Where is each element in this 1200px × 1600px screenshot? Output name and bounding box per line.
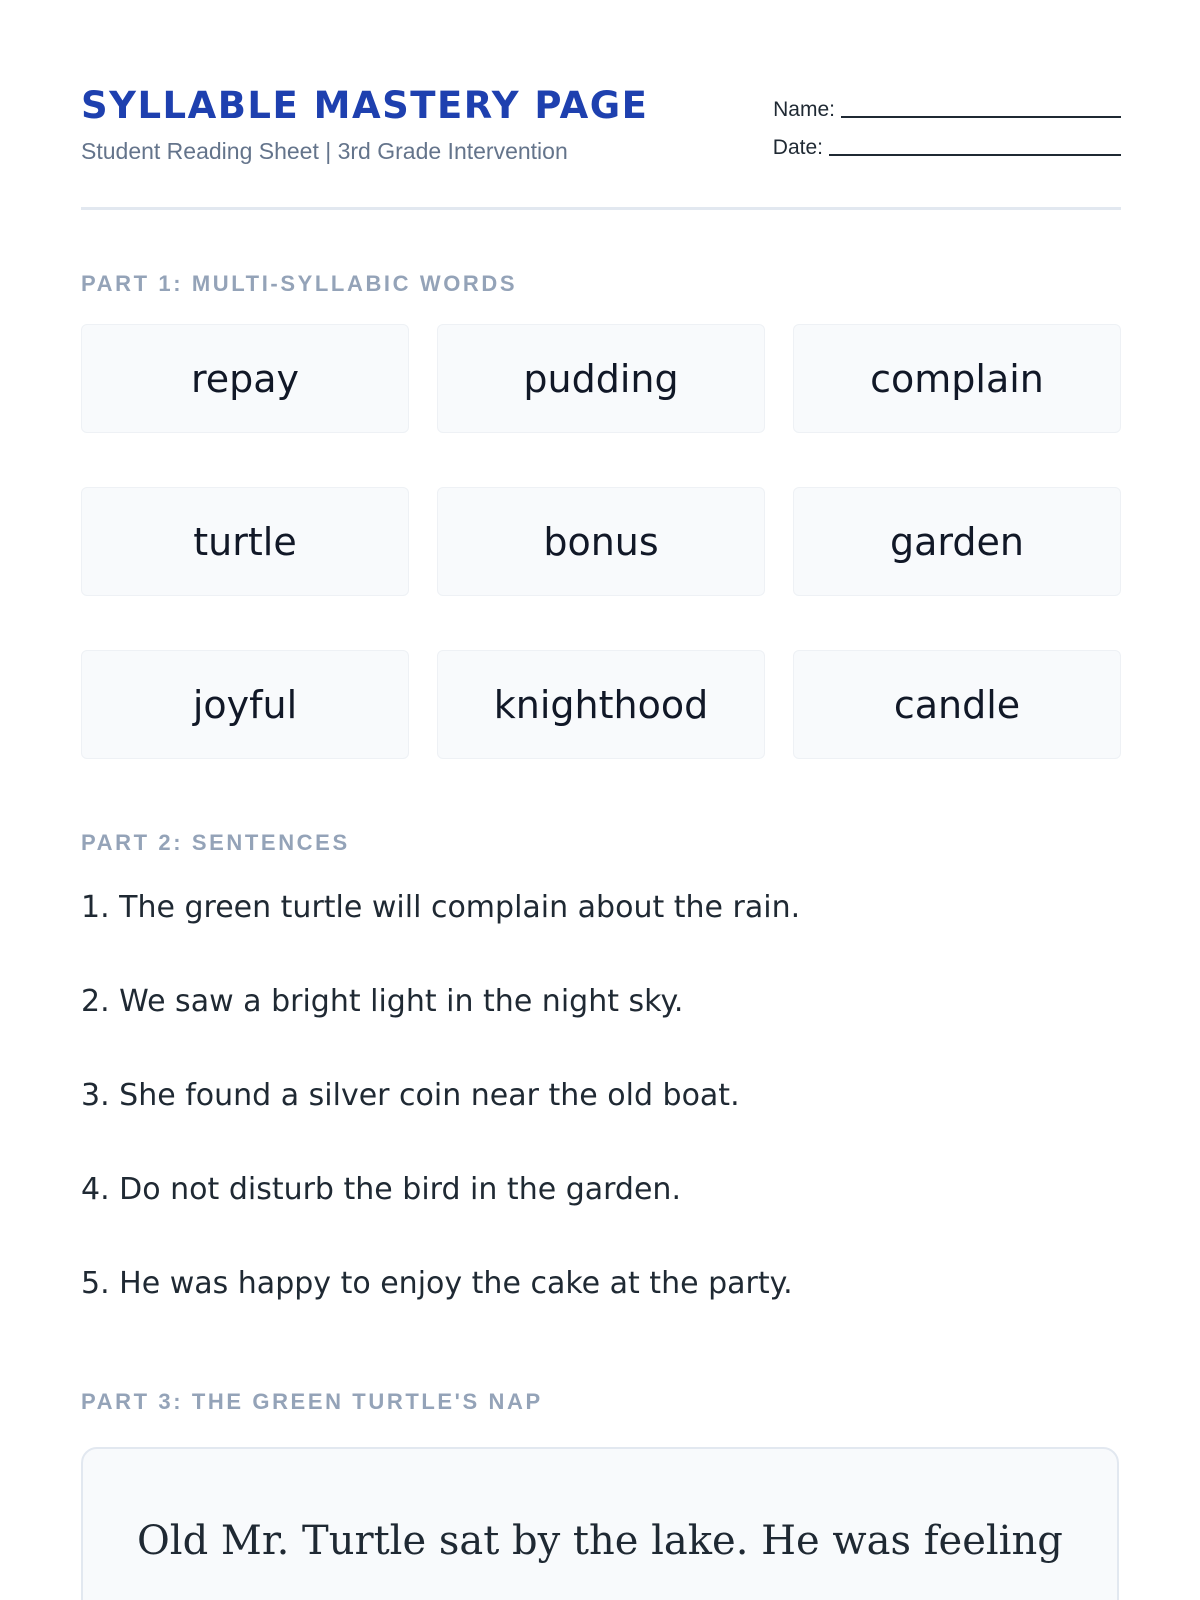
part1-heading: PART 1: MULTI-SYLLABIC WORDS xyxy=(81,271,518,296)
name-row xyxy=(761,84,1121,122)
word-card: bonus xyxy=(437,487,765,596)
word-card: turtle xyxy=(81,487,409,596)
header-divider xyxy=(81,207,1121,210)
word-card: garden xyxy=(793,487,1121,596)
name-label: Name: xyxy=(773,98,835,121)
worksheet-header xyxy=(81,84,1121,176)
name-blank-line[interactable] xyxy=(841,100,1121,118)
sentence-item: 2. We saw a bright light in the night sky. xyxy=(81,984,684,1019)
story-passage-text: Old Mr. Turtle sat by the lake. He was feeling xyxy=(137,1518,1063,1564)
story-passage-box xyxy=(81,1447,1119,1600)
word-card: candle xyxy=(793,650,1121,759)
page-title: SYLLABLE MASTERY PAGE xyxy=(81,84,649,127)
word-card: pudding xyxy=(437,324,765,433)
date-blank-line[interactable] xyxy=(829,138,1121,156)
worksheet-page xyxy=(81,0,1121,1600)
word-card: repay xyxy=(81,324,409,433)
part3-heading: PART 3: THE GREEN TURTLE'S NAP xyxy=(81,1389,543,1414)
student-info xyxy=(761,84,1121,160)
word-card: knighthood xyxy=(437,650,765,759)
part2-heading: PART 2: SENTENCES xyxy=(81,830,350,855)
sentence-item: 1. The green turtle will complain about the rain. xyxy=(81,890,801,925)
sentence-item: 5. He was happy to enjoy the cake at the party. xyxy=(81,1266,793,1301)
word-grid xyxy=(81,324,1121,759)
sentence-list xyxy=(81,888,1121,1358)
sentence-item: 3. She found a silver coin near the old boat. xyxy=(81,1078,740,1113)
date-label: Date: xyxy=(772,136,823,159)
page-subtitle: Student Reading Sheet | 3rd Grade Intervention xyxy=(81,138,568,164)
sentence-item: 4. Do not disturb the bird in the garden. xyxy=(81,1172,681,1207)
word-card: complain xyxy=(793,324,1121,433)
word-card: joyful xyxy=(81,650,409,759)
date-row xyxy=(761,122,1121,160)
